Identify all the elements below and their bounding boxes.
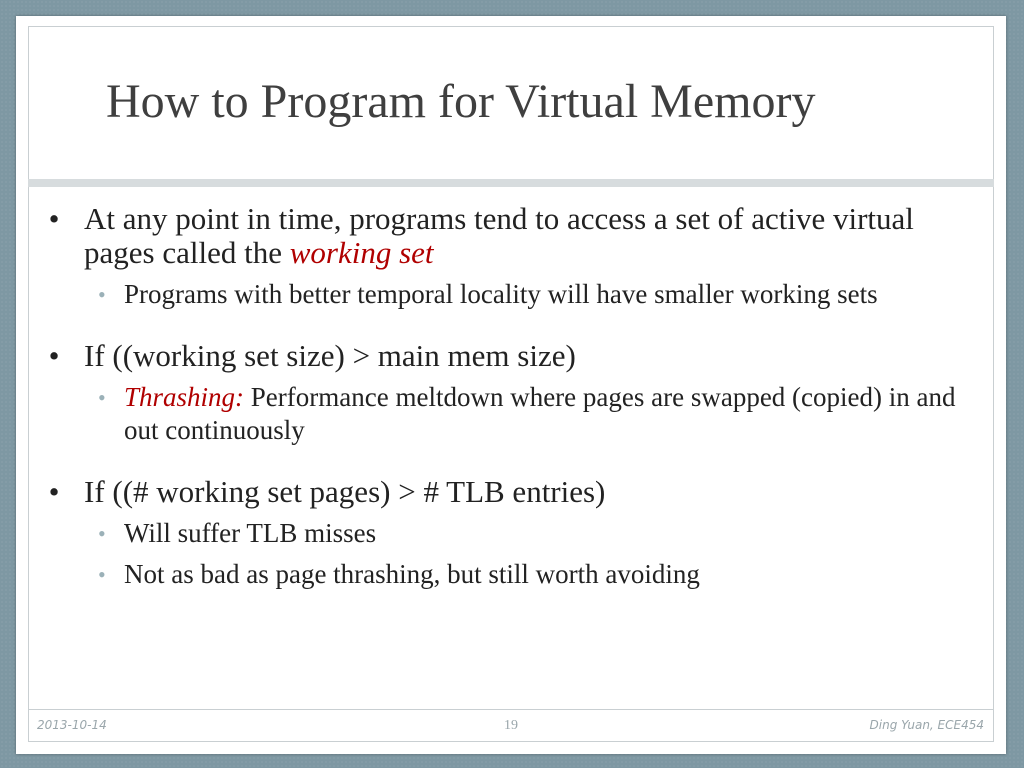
sub-bullet-dot-icon: • [98, 562, 106, 587]
title-divider [28, 179, 994, 187]
bullet-dot-icon: • [48, 338, 60, 373]
sub-bullet-text: Performance meltdown where pages are swapped (copied) in and out continuously [124, 382, 956, 445]
sub-bullet-thrashing [42, 381, 972, 447]
working-set-emphasis: working set [289, 235, 434, 270]
bullet-dot-icon: • [48, 474, 60, 509]
slide-content [42, 202, 972, 591]
footer-page-number: 19 [504, 718, 518, 733]
slide-footer [28, 709, 994, 742]
bullet-main-mem [42, 339, 972, 373]
footer-author: Ding Yuan, ECE454 [869, 718, 984, 732]
sub-bullet-text: Programs with better temporal locality will have smaller working sets [124, 279, 878, 309]
bullet-tlb [42, 475, 972, 509]
sub-bullet-not-as-bad [42, 558, 972, 591]
slide [16, 16, 1006, 754]
slide-title: How to Program for Virtual Memory [106, 75, 816, 128]
thrashing-emphasis: Thrashing: [124, 382, 245, 412]
sub-bullet-temporal-locality [42, 278, 972, 311]
sub-bullet-text: Will suffer TLB misses [124, 518, 377, 548]
bullet-text: If ((working set size) > main mem size) [84, 338, 576, 373]
sub-bullet-dot-icon: • [98, 282, 106, 307]
bullet-text: If ((# working set pages) > # TLB entries) [84, 474, 606, 509]
sub-bullet-text: Not as bad as page thrashing, but still worth avoiding [124, 559, 700, 589]
bullet-text: At any point in time, programs tend to access a set of active virtual pages called the [84, 201, 914, 270]
sub-bullet-tlb-misses [42, 517, 972, 550]
bullet-working-set [42, 202, 972, 270]
sub-bullet-dot-icon: • [98, 521, 106, 546]
footer-date: 2013-10-14 [37, 718, 107, 732]
sub-bullet-dot-icon: • [98, 385, 106, 410]
bullet-dot-icon: • [48, 201, 60, 236]
